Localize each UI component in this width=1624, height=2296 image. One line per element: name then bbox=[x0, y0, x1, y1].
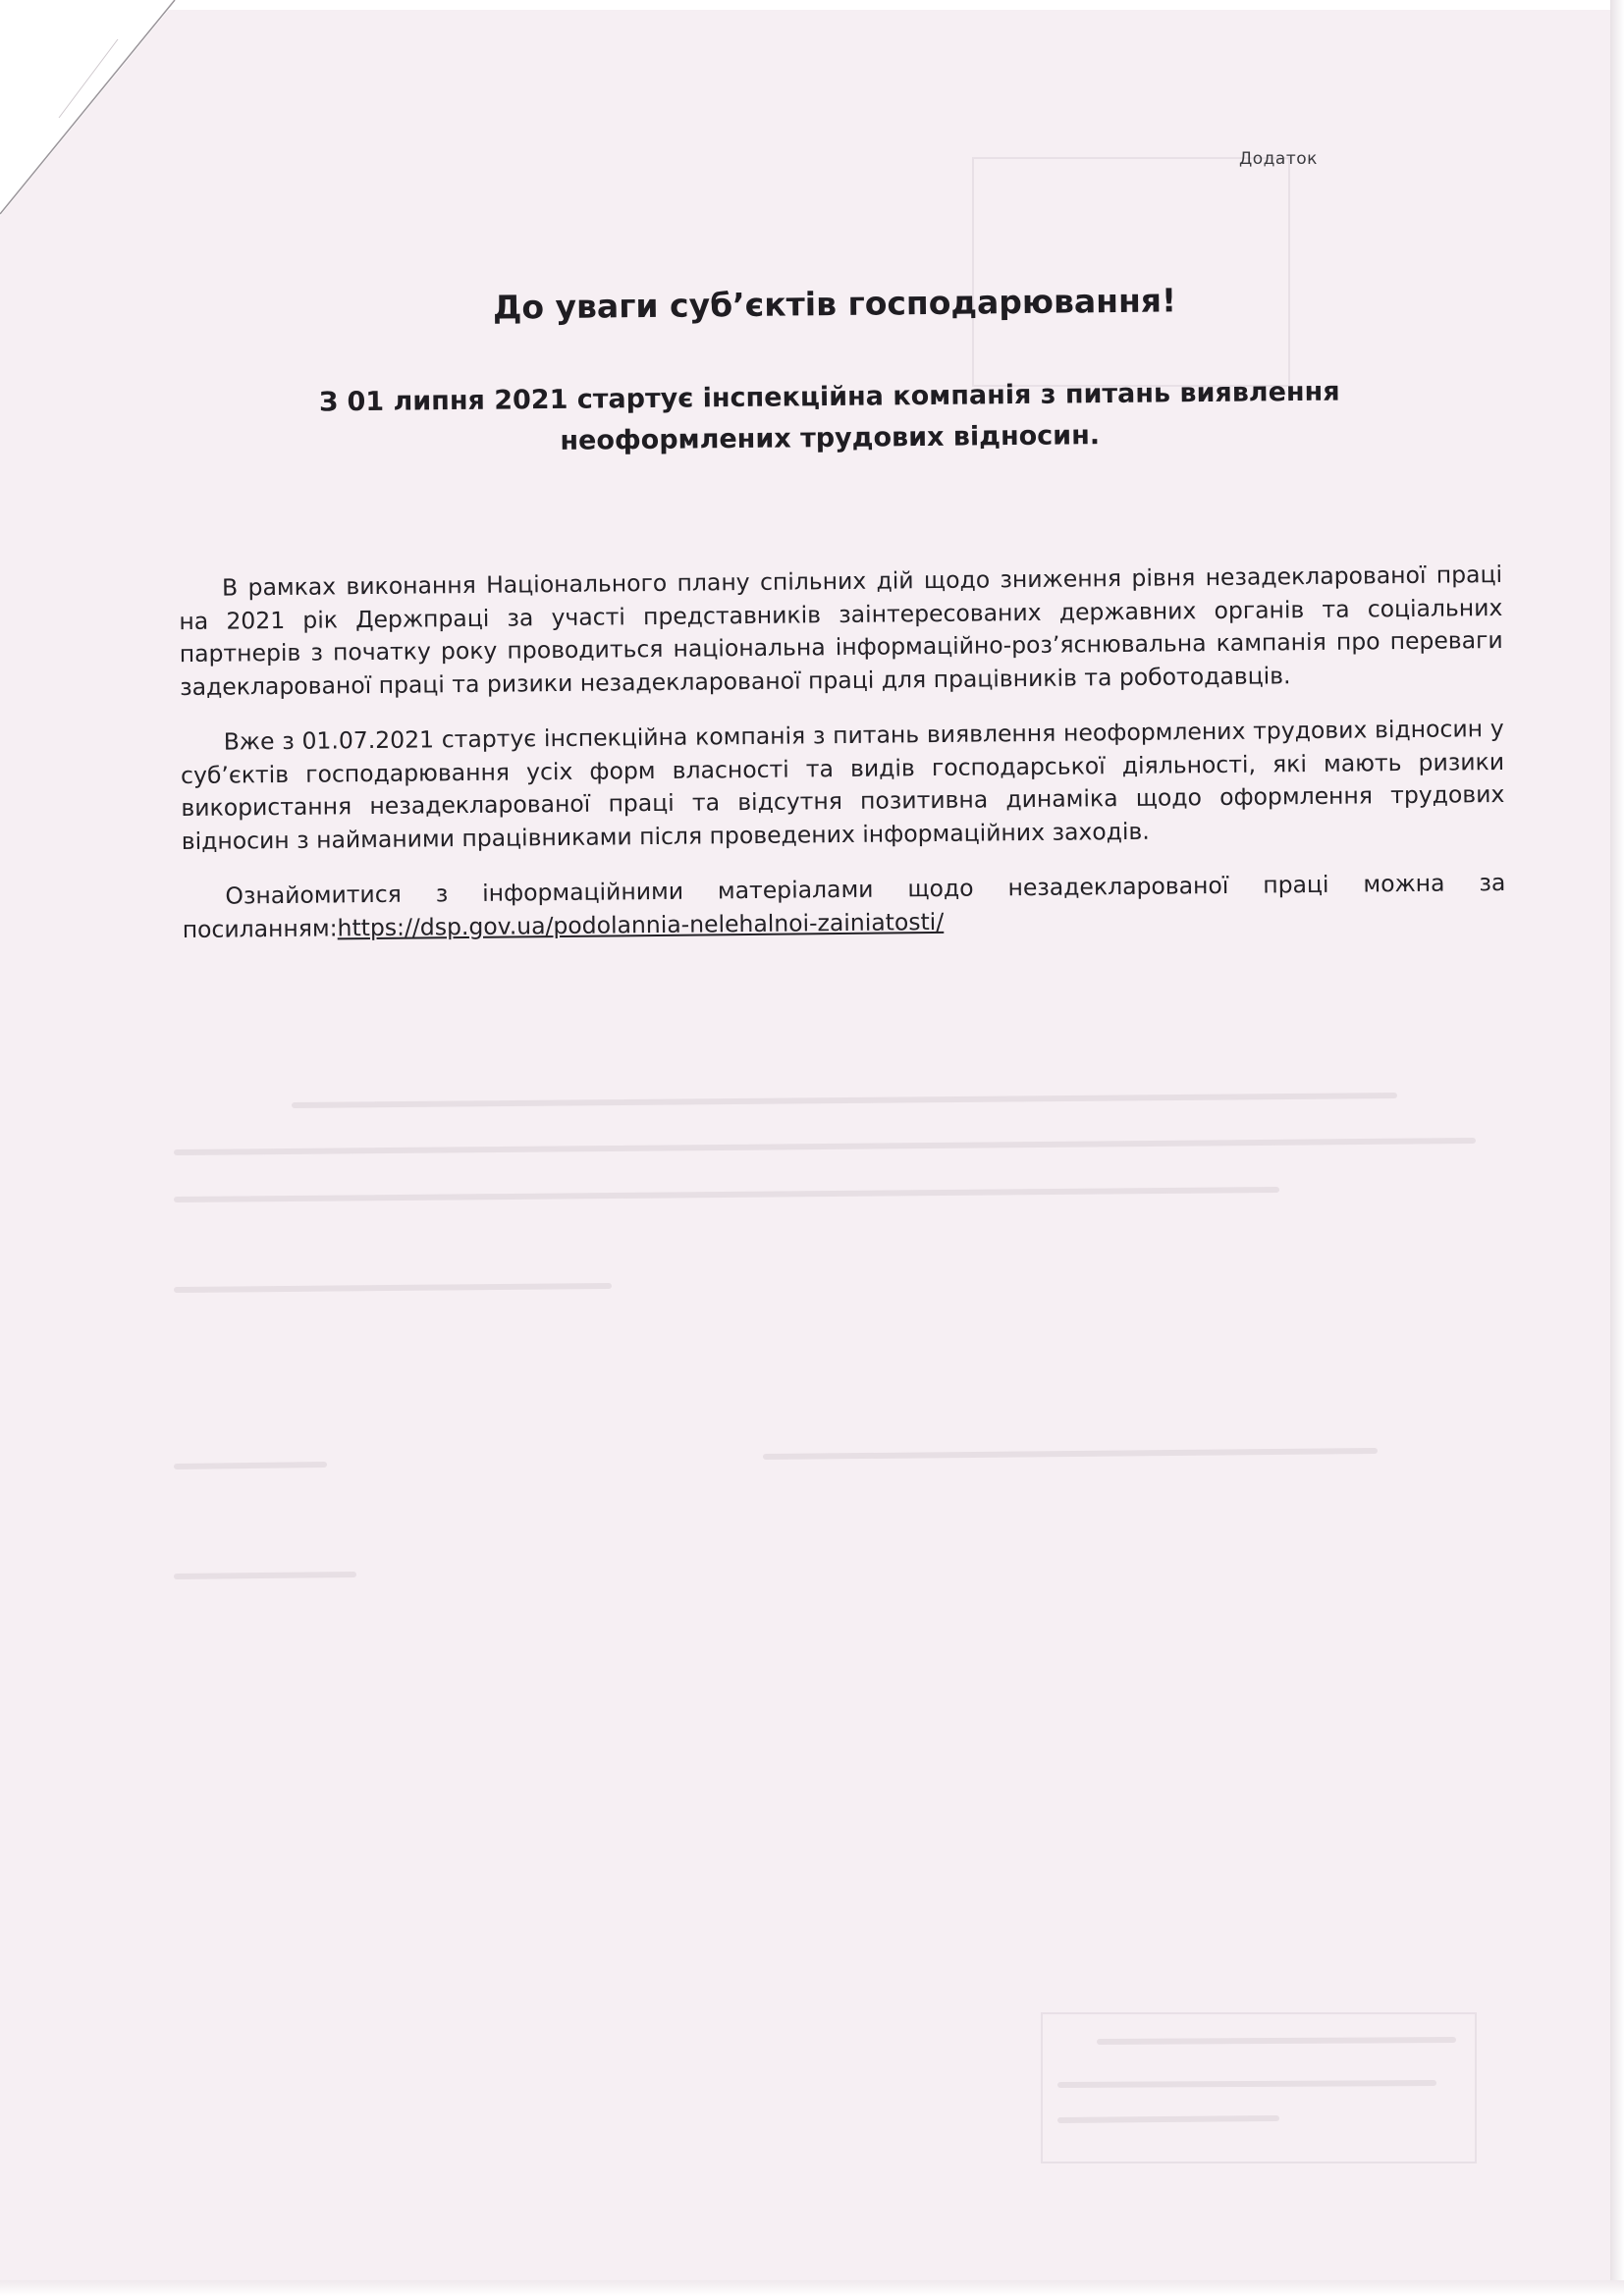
info-materials-link[interactable]: https://dsp.gov.ua/podolannia-nelehalnoi-zainiatosti/ bbox=[337, 907, 945, 941]
paragraph-2: Вже з 01.07.2021 стартує інспекційна компанія з питань виявлення неоформлених трудових відносин у суб’єктів господарювання усіх форм власності та видів господарської діяльності, які мають ризики використання незадекларованої праці та відсутня позитивна динаміка щодо оформлення трудових відносин з найманими працівниками після проведених інформаційних заходів. bbox=[180, 714, 1505, 855]
paragraph-3-text: Ознайомитися з інформаційними матеріалами щодо незадекларованої праці можна за посиланням: bbox=[182, 868, 1506, 943]
paragraph-1: В рамках виконання Національного плану спільних дій щодо зниження рівня незадекларованої праці на 2021 рік Держпраці за участі представників заінтересованих державних органів та соціальних партнерів з початку року проводиться національна інформаційно-роз’яснювальна кампанія про переваги задекларованої праці та ризики незадекларованої праці для працівників та роботодавців. bbox=[179, 560, 1503, 701]
subtitle bbox=[226, 371, 1435, 466]
document-body bbox=[179, 559, 1506, 969]
annex-label: Додаток bbox=[1239, 149, 1318, 169]
page-title: До уваги суб’єктів господарювання! bbox=[492, 281, 1177, 327]
subtitle-line-2: неоформлених трудових відносин. bbox=[560, 420, 1101, 456]
paragraph-3 bbox=[182, 867, 1506, 946]
subtitle-line-1: З 01 липня 2021 стартує інспекційна компанія з питань виявлення bbox=[318, 376, 1340, 418]
